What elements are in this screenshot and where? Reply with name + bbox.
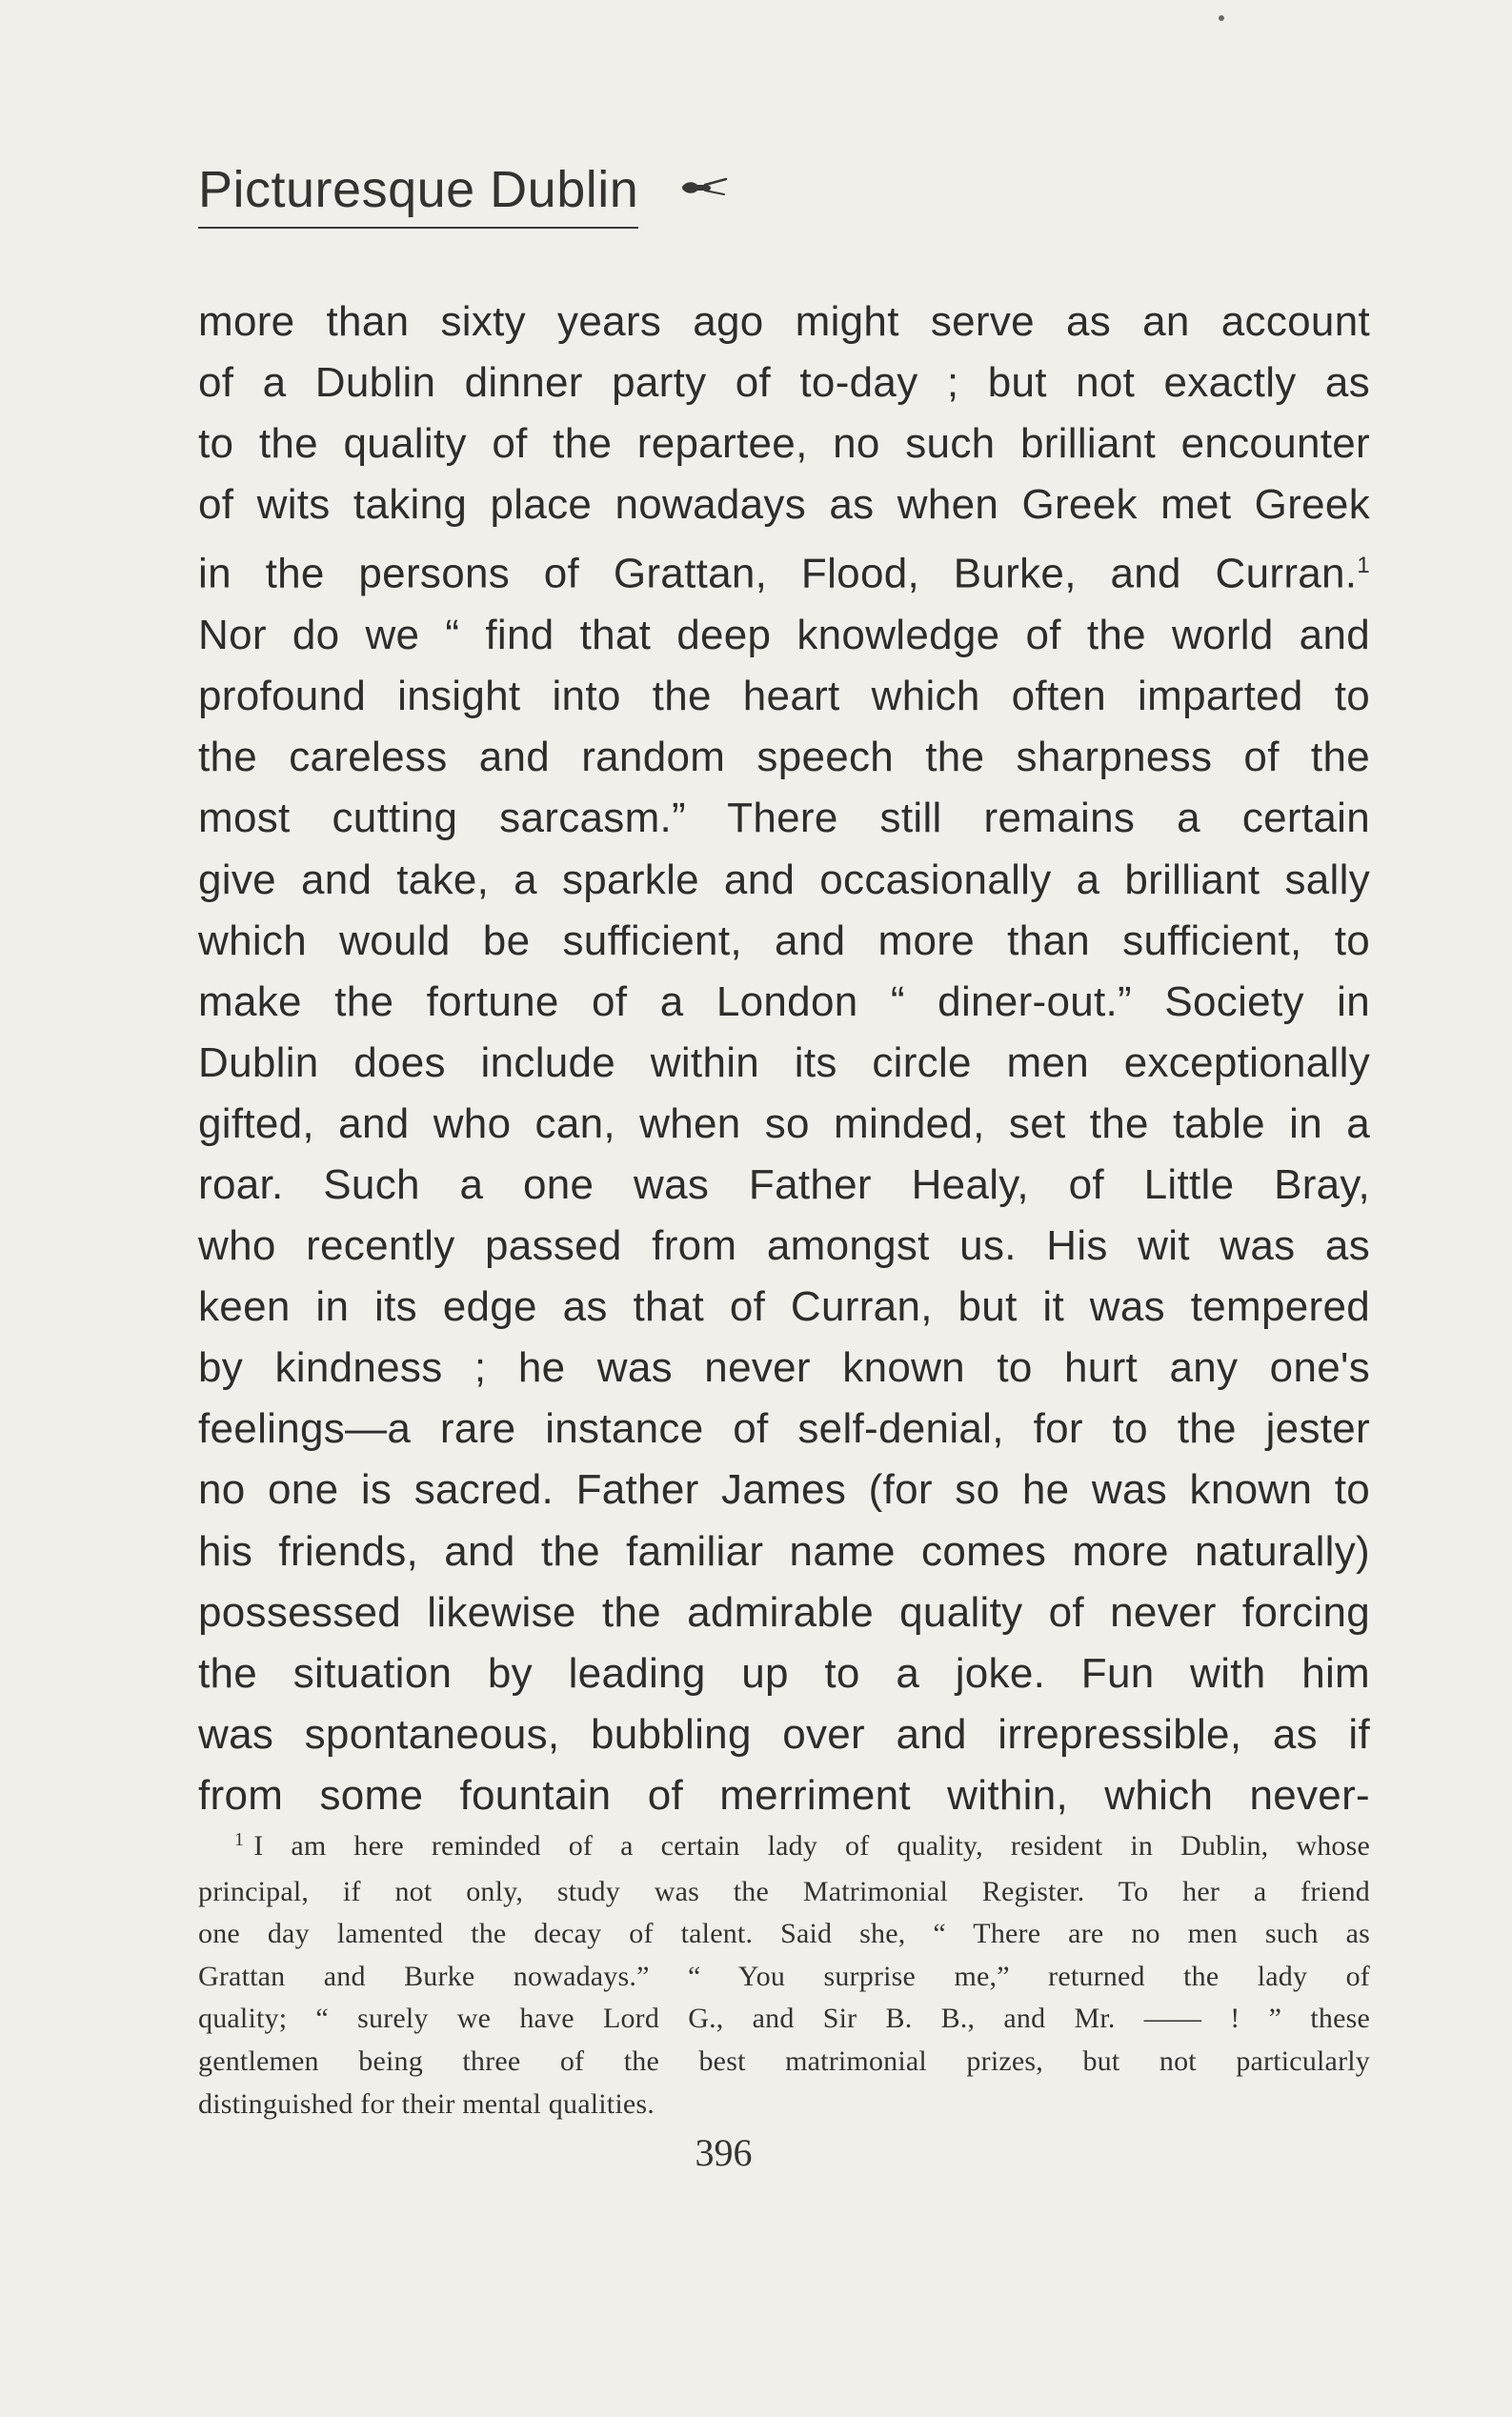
body-line: gifted, and who can, when so minded, set the table in a xyxy=(198,1099,1370,1147)
body-line: from some fountain of merriment within, which never- xyxy=(198,1771,1370,1819)
footnote-line: one day lamented the decay of talent. Said she, “ There are no men such as xyxy=(198,1918,1370,1950)
body-line: give and take, a sparkle and occasionally a brilliant sally xyxy=(198,856,1370,903)
footnote-line: Grattan and Burke nowadays.” “ You surprise me,” returned the lady of xyxy=(198,1960,1370,1992)
body-line: to the quality of the repartee, no such brilliant encounter xyxy=(198,420,1370,468)
footnote xyxy=(198,1825,1370,2125)
ink-speck xyxy=(1219,15,1224,21)
page-number-text: 396 xyxy=(695,2131,753,2174)
body-line: feelings—a rare instance of self-denial, for to the jester xyxy=(198,1405,1370,1453)
footnote-line: distinguished for their mental qualities. xyxy=(198,2087,655,2120)
body-line: the careless and random speech the sharpness of the xyxy=(198,734,1370,781)
body-line: by kindness ; he was never known to hurt any one's xyxy=(198,1344,1370,1392)
body-line: was spontaneous, bubbling over and irrepressible, as if xyxy=(198,1710,1370,1758)
body-line: his friends, and the familiar name comes more naturally) xyxy=(198,1527,1370,1575)
footnote-mark: 1 xyxy=(234,1829,245,1850)
body-line: who recently passed from amongst us. His wit was as xyxy=(198,1222,1370,1270)
footnote-line-text: I am here reminded of a certain lady of quality, resident in Dublin, whose xyxy=(253,1830,1370,1862)
body-line: more than sixty years ago might serve as an account xyxy=(198,298,1370,345)
body-line: the situation by leading up to a joke. Fun with him xyxy=(198,1649,1370,1697)
footnote-line: principal, if not only, study was the Matrimonial Register. To her a friend xyxy=(198,1875,1370,1907)
running-head-title: Picturesque Dublin xyxy=(198,164,638,229)
body-line-text: in the persons of Grattan, Flood, Burke, and Curran. xyxy=(198,551,1358,598)
footnote-line xyxy=(198,1825,1370,1871)
body-line: of wits taking place nowadays as when Greek met Greek xyxy=(198,481,1370,529)
body-line: keen in its edge as that of Curran, but it was tempered xyxy=(198,1283,1370,1331)
footnote-line: gentlemen being three of the best matrimonial prizes, but not particularly xyxy=(198,2044,1370,2077)
pointing-hand-icon xyxy=(676,171,734,206)
body-line: no one is sacred. Father James (for so he was known to xyxy=(198,1466,1370,1514)
body-line: of a Dublin dinner party of to-day ; but not exactly as xyxy=(198,359,1370,407)
body-line-with-footnote-ref xyxy=(198,535,1370,605)
body-line: most cutting sarcasm.” There still remains a certain xyxy=(198,795,1370,842)
body-line: Nor do we “ find that deep knowledge of the world and xyxy=(198,612,1370,659)
page-number xyxy=(0,2130,1512,2175)
body-line: possessed likewise the admirable quality of never forcing xyxy=(198,1588,1370,1636)
running-head xyxy=(198,152,734,229)
body-paragraph xyxy=(198,292,1370,1826)
body-line: profound insight into the heart which often imparted to xyxy=(198,673,1370,720)
body-line: roar. Such a one was Father Healy, of Little Bray, xyxy=(198,1160,1370,1208)
footnote-reference: 1 xyxy=(1357,553,1370,579)
body-line: make the fortune of a London “ diner-out.” Society in xyxy=(198,977,1370,1025)
body-line: Dublin does include within its circle men exceptionally xyxy=(198,1038,1370,1086)
footnote-line: quality; “ surely we have Lord G., and Sir B. B., and Mr. —— ! ” these xyxy=(198,2003,1370,2035)
body-line: which would be sufficient, and more than sufficient, to xyxy=(198,916,1370,964)
